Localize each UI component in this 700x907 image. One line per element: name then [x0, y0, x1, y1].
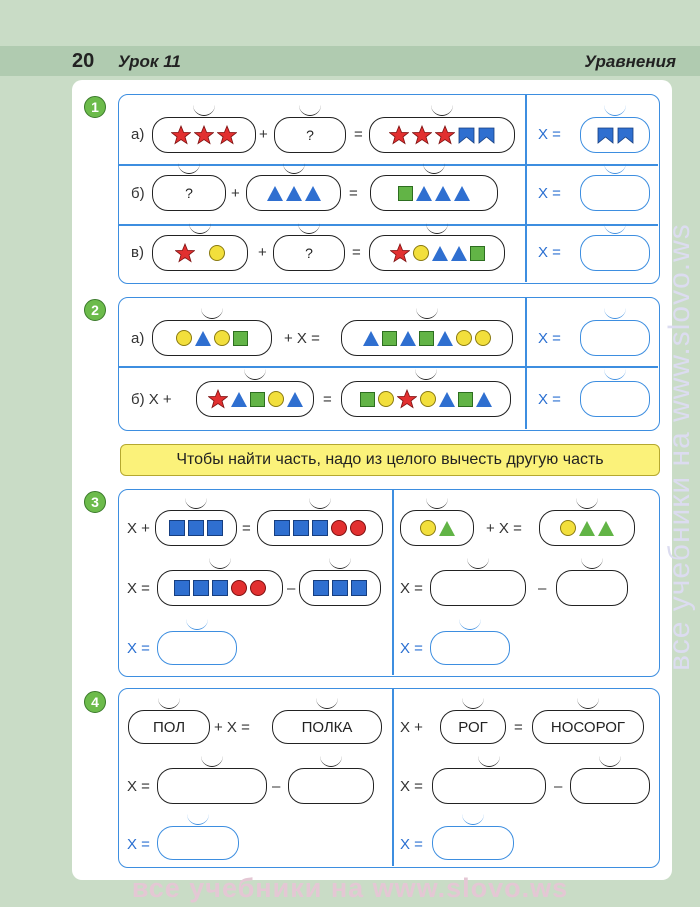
x-label: Х =: [538, 244, 561, 261]
star-shape: [435, 125, 455, 145]
whole-pill: [369, 117, 515, 153]
equals-sign: =: [349, 185, 358, 202]
square-shape: [419, 331, 434, 346]
word-pill: [272, 710, 382, 744]
whole-pill: [257, 510, 383, 546]
task-number-1: 1: [84, 96, 106, 118]
answer-pill[interactable]: [580, 381, 650, 417]
equals-sign: =: [242, 520, 251, 537]
triangle-shape: [598, 521, 614, 536]
minus-sign: –: [554, 778, 563, 795]
question-mark: ?: [185, 185, 193, 201]
answer-x-label: Х =: [127, 640, 150, 657]
square-shape: [360, 392, 375, 407]
unknown-pill: [274, 117, 346, 153]
flag-shape: [478, 127, 495, 144]
part-pill: [152, 235, 248, 271]
triangle-shape: [437, 331, 453, 346]
rule-banner: Чтобы найти часть, надо из целого вычесть другую часть: [120, 444, 660, 476]
triangle-shape: [305, 186, 321, 201]
answer-pill[interactable]: [157, 631, 237, 665]
triangle-shape: [287, 392, 303, 407]
triangle-shape: [454, 186, 470, 201]
square-shape: [382, 331, 397, 346]
answer-pill[interactable]: [580, 235, 650, 271]
whole-pill: [157, 570, 283, 606]
square-shape: [212, 580, 228, 596]
part-pill: [246, 175, 341, 211]
circle-shape: [475, 330, 491, 346]
triangle-shape: [286, 186, 302, 201]
square-shape: [313, 580, 329, 596]
star-shape: [390, 243, 410, 263]
question-mark: ?: [306, 127, 314, 143]
square-shape: [458, 392, 473, 407]
circle-shape: [350, 520, 366, 536]
square-shape: [470, 246, 485, 261]
triangle-shape: [432, 246, 448, 261]
page-number: 20: [72, 50, 95, 72]
circle-shape: [209, 245, 225, 261]
square-shape: [188, 520, 204, 536]
circle-shape: [560, 520, 576, 536]
square-shape: [207, 520, 223, 536]
answer-pill[interactable]: [580, 320, 650, 356]
blank-pill[interactable]: [570, 768, 650, 804]
part-pill: [152, 117, 256, 153]
square-shape: [351, 580, 367, 596]
whole-pill: [341, 320, 513, 356]
divider: [392, 490, 394, 675]
circle-shape: [456, 330, 472, 346]
square-shape: [233, 331, 248, 346]
x-plus: Х +: [127, 520, 150, 537]
triangle-shape: [451, 246, 467, 261]
triangle-shape: [400, 331, 416, 346]
x-label: Х =: [538, 185, 561, 202]
x-label: Х =: [538, 126, 561, 143]
square-shape: [293, 520, 309, 536]
plus-x-equals: + Х =: [486, 520, 522, 537]
task-number-2: 2: [84, 299, 106, 321]
word-text: ПОЛКА: [301, 718, 353, 736]
part-pill: [299, 570, 381, 606]
word-text: НОСОРОГ: [550, 718, 626, 736]
divider: [392, 689, 394, 866]
square-shape: [274, 520, 290, 536]
x-plus: Х +: [400, 719, 423, 736]
watermark-bottom: все учебники на www.slovo.ws: [131, 873, 569, 903]
square-shape: [193, 580, 209, 596]
triangle-shape: [579, 521, 595, 536]
watermark-vertical: все учебники на www.slovo.ws: [663, 223, 696, 671]
blank-pill[interactable]: [430, 570, 526, 606]
whole-pill: [341, 381, 511, 417]
word-text: РОГ: [458, 718, 488, 736]
x-equals: Х =: [127, 778, 150, 795]
equals-sign: =: [323, 391, 332, 408]
x-equals: Х =: [400, 778, 423, 795]
blank-pill[interactable]: [432, 768, 546, 804]
circle-shape: [231, 580, 247, 596]
part-pill: [155, 510, 237, 546]
word-pill: [440, 710, 506, 744]
flag-shape: [617, 127, 634, 144]
star-shape: [171, 125, 191, 145]
topic-title: Уравнения: [584, 52, 676, 71]
star-shape: [175, 243, 195, 263]
triangle-shape: [439, 521, 455, 536]
part-pill: [196, 381, 314, 417]
row-label: а): [131, 330, 145, 347]
blank-pill[interactable]: [288, 768, 374, 804]
equals-sign: =: [354, 126, 363, 143]
triangle-shape: [476, 392, 492, 407]
star-shape: [389, 125, 409, 145]
star-shape: [217, 125, 237, 145]
square-shape: [312, 520, 328, 536]
equals-sign: =: [514, 719, 523, 736]
plus-x-equals: + Х =: [214, 719, 250, 736]
answer-pill[interactable]: [157, 826, 239, 860]
circle-shape: [250, 580, 266, 596]
minus-sign: –: [272, 778, 281, 795]
answer-x-label: Х =: [400, 836, 423, 853]
square-shape: [174, 580, 190, 596]
minus-sign: –: [287, 580, 296, 597]
row-label: в): [131, 244, 144, 261]
circle-shape: [420, 391, 436, 407]
plus-sign: +: [258, 244, 267, 261]
answer-x-label: Х =: [127, 836, 150, 853]
plus-x-equals: + Х =: [284, 330, 320, 347]
unknown-pill: [152, 175, 226, 211]
circle-shape: [214, 330, 230, 346]
whole-pill: [370, 175, 498, 211]
task-number-4: 4: [84, 691, 106, 713]
answer-pill[interactable]: [432, 826, 514, 860]
answer-pill[interactable]: [430, 631, 510, 665]
triangle-shape: [231, 392, 247, 407]
blank-pill[interactable]: [556, 570, 628, 606]
divider: [525, 298, 527, 429]
circle-shape: [378, 391, 394, 407]
word-pill: [532, 710, 644, 744]
row-label: б): [131, 185, 145, 202]
part-pill: [152, 320, 272, 356]
star-shape: [208, 389, 228, 409]
task-number-3: 3: [84, 491, 106, 513]
star-shape: [194, 125, 214, 145]
x-equals: Х =: [400, 580, 423, 597]
x-label: Х =: [538, 391, 561, 408]
word-pill: [128, 710, 210, 744]
star-shape: [412, 125, 432, 145]
triangle-shape: [435, 186, 451, 201]
divider: [119, 366, 658, 368]
whole-pill: [369, 235, 505, 271]
triangle-shape: [439, 392, 455, 407]
x-equals: Х =: [127, 580, 150, 597]
minus-sign: –: [538, 580, 547, 597]
circle-shape: [420, 520, 436, 536]
answer-pill[interactable]: [580, 175, 650, 211]
blank-pill[interactable]: [157, 768, 267, 804]
equals-sign: =: [352, 244, 361, 261]
triangle-shape: [195, 331, 211, 346]
triangle-shape: [363, 331, 379, 346]
unknown-pill: [273, 235, 345, 271]
x-label: Х =: [538, 330, 561, 347]
lesson-title: Урок 11: [118, 52, 181, 71]
answer-pill: [580, 117, 650, 153]
part-pill: [400, 510, 474, 546]
whole-pill: [539, 510, 635, 546]
circle-shape: [413, 245, 429, 261]
circle-shape: [331, 520, 347, 536]
flag-shape: [458, 127, 475, 144]
triangle-shape: [416, 186, 432, 201]
square-shape: [398, 186, 413, 201]
answer-x-label: Х =: [400, 640, 423, 657]
word-text: ПОЛ: [152, 718, 186, 736]
row-label: а): [131, 126, 145, 143]
square-shape: [332, 580, 348, 596]
plus-sign: +: [231, 185, 240, 202]
row-label: б) Х +: [131, 391, 172, 408]
plus-sign: +: [259, 126, 268, 143]
circle-shape: [176, 330, 192, 346]
square-shape: [250, 392, 265, 407]
divider: [525, 95, 527, 282]
star-shape: [397, 389, 417, 409]
square-shape: [169, 520, 185, 536]
triangle-shape: [267, 186, 283, 201]
flag-shape: [597, 127, 614, 144]
circle-shape: [268, 391, 284, 407]
question-mark: ?: [305, 245, 313, 261]
